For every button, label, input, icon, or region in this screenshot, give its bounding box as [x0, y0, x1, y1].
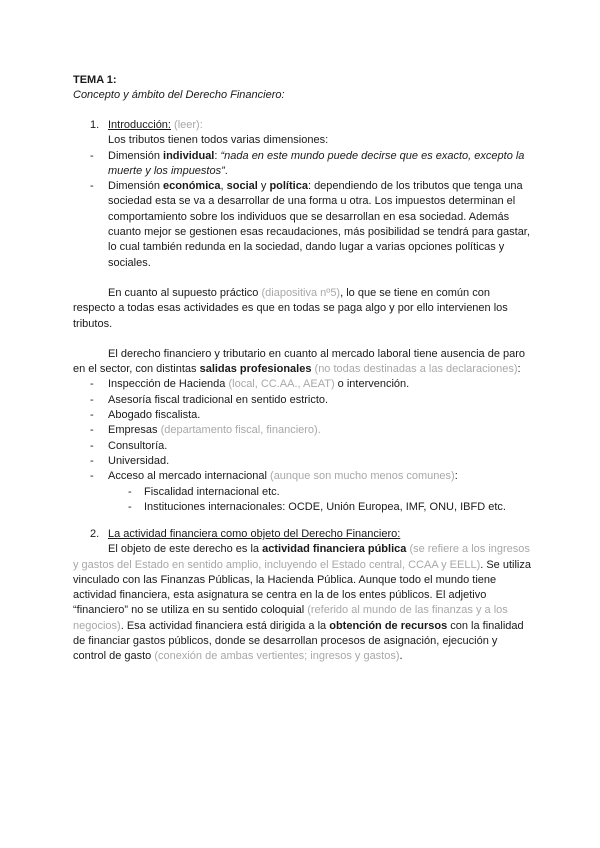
bullet-individual: - Dimensión individual: “nada en este mundo puede decirse que es exacto, excepto la muerte y los impuestos”. — [90, 149, 525, 177]
document-title: TEMA 1: — [73, 74, 117, 86]
sub-list-item: - Instituciones internacionales: OCDE, Unión Europea, IMF, ONU, IBFD etc. — [128, 500, 506, 513]
paragraph-salidas: El derecho financiero y tributario en cuanto al mercado laboral tiene ausencia de paro en el sector, con distintas salidas profesionales (no todas destinadas a las declaraciones): — [73, 347, 526, 376]
list-item: - Consultoría. — [90, 439, 168, 452]
section-1-lead: Los tributos tienen todos varias dimensiones: — [108, 134, 329, 147]
section-2-number: 2. — [90, 528, 100, 540]
salidas-list — [73, 377, 533, 515]
list-item: - Acceso al mercado internacional (aunque son mucho menos comunes): — [90, 470, 458, 483]
list-item: - Abogado fiscalista. — [90, 409, 201, 422]
section-1-number: 1. — [90, 119, 100, 131]
paragraph-actividad: El objeto de este derecho es la actividad financiera pública (se refiere a los ingresos y gastos del Estado en sentido amplio, incluyendo el Estado central, CCAA y EELL). Se utiliza vinculado con las Finanzas Públicas, la Hacienda Pública. Aunque todo el mundo tiene actividad financiera, esta asignatura se centra en la de los entes públicos. El adjetivo “financiero” no se utiliza en su sentido coloquial (referido al mundo de las finanzas y a los negocios). Esa actividad financiera está dirigida a la obtención de recursos con la finalidad de financiar gastos públicos, donde se desarrollan procesos de asignación, ejecución y control de gasto (conexión de ambas vertientes; ingresos y gastos). — [73, 543, 531, 663]
section-2 — [73, 527, 533, 665]
paragraph-supuesto: En cuanto al supuesto práctico (diapositiva nº5), lo que se tiene en común con respecto a todas esas actividades es que en todas se paga algo y por ello intervienen los tributos. — [73, 286, 508, 330]
sub-list-item: - Fiscalidad internacional etc. — [128, 485, 280, 498]
list-item: - Asesoría fiscal tradicional en sentido estricto. — [90, 393, 329, 406]
list-item: - Universidad. — [90, 454, 170, 467]
section-2-heading: La actividad financiera como objeto del Derecho Financiero: — [108, 528, 401, 540]
list-item: - Inspección de Hacienda (local, CC.AA., AEAT) o intervención. — [90, 378, 410, 391]
bullet-economica: - Dimensión económica, social y política: dependiendo de los tributos que tenga una sociedad esta se va a desarrollar de una forma u otra. Los impuestos determinan el comportamiento sobre los individuos que se desarrollan en esa sociedad. Además cuanto mejor se gestionen esas recaudaciones, más posibilidad se tendrá para gastar, lo cual también redunda en la sociedad, dando lugar a varias opciones políticas y sociales. — [90, 180, 530, 269]
document-subtitle: Concepto y ámbito del Derecho Financiero: — [73, 89, 285, 101]
list-item: - Empresas (departamento fiscal, financiero). — [90, 424, 321, 437]
section-1 — [73, 118, 533, 515]
section-1-heading: Introducción: (leer): — [108, 119, 203, 131]
